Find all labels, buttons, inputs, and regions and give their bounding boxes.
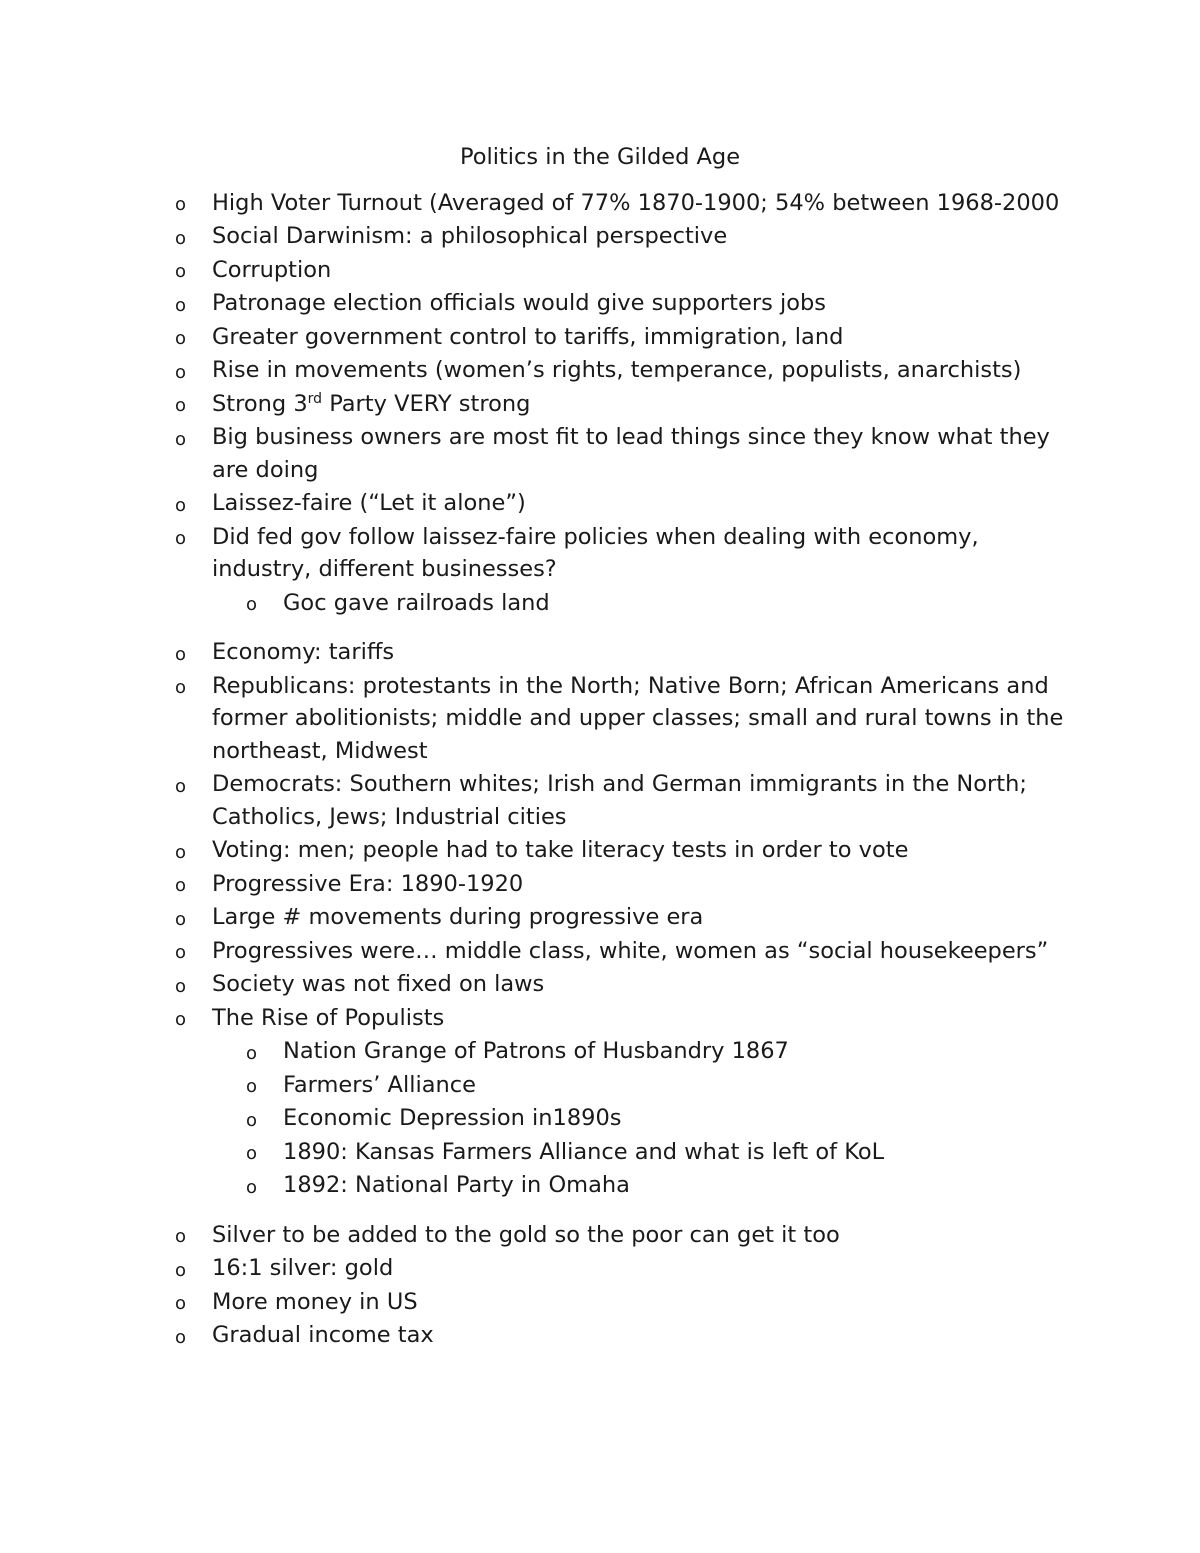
bullet-icon: o [175,1293,187,1314]
list-item [0,1285,1072,1319]
sub-list-item [0,1035,1072,1069]
bullet-icon: o [175,1009,187,1030]
list-item-text: 16:1 silver: gold [212,1255,394,1281]
list-item-text: Goc gave railroads land [283,589,550,616]
list-item-text: Large # movements during progressive era [212,904,704,930]
list-item-text: Corruption [212,256,332,283]
bullet-icon: o [175,194,187,215]
list-item-text: Gradual income tax [212,1322,434,1348]
list-item-text: Progressives were… middle class, white, women as “social housekeepers” [212,937,1049,964]
bullet-icon: o [246,1143,258,1164]
bullet-icon: o [175,1259,187,1281]
bullet-icon: o [175,328,187,349]
bullet-icon: o [175,494,187,516]
list-item [0,421,1072,487]
bullet-icon: o [175,975,187,997]
bullet-icon: o [175,942,187,963]
list-item-text: Big business owners are most fit to lead things since they know what they are doing [212,424,1050,483]
list-item [0,901,1072,935]
list-item [0,669,1072,768]
list-item-text: Did fed gov follow laissez-faire policies when dealing with economy, industry, different businesses? [212,523,979,582]
list-item-text: Republicans: protestants in the North; Native Born; African Americans and former abolitionists; middle and upper classes; small and rural towns in the northeast, Midwest [212,672,1064,764]
ordinal-superscript: rd [307,390,323,407]
page-title: Politics in the Gilded Age [459,144,741,170]
sub-list-item [0,1135,1072,1169]
sub-list-item [0,1102,1072,1136]
list-item-text: Voting: men; people had to take literacy tests in order to vote [212,837,909,863]
list-item-text: 1892: National Party in Omaha [283,1172,630,1198]
list-item [0,1218,1072,1252]
bullet-icon: o [175,1326,187,1348]
list-item [0,934,1072,968]
bullet-icon: o [175,775,187,797]
bullet-icon: o [246,594,258,615]
bullet-icon: o [175,227,187,249]
list-item-text: More money in US [212,1288,418,1315]
list-item-text: Silver to be added to the gold so the poor can get it too [212,1221,840,1248]
list-item [0,220,1072,254]
list-item [0,834,1072,868]
bullet-icon: o [175,1226,187,1247]
list-item [0,354,1072,388]
list-item [0,1319,1072,1353]
bullet-icon: o [175,908,187,930]
list-item [0,1252,1072,1286]
bullet-icon: o [175,428,187,450]
bullet-icon: o [246,1042,258,1064]
bullet-icon: o [175,841,187,863]
list-item-text: Progressive Era: 1890-1920 [212,870,524,897]
list-item [0,487,1072,521]
list-item-text: Economic Depression in1890s [283,1105,622,1131]
list-item [0,636,1072,670]
list-item-text: Economy: tariffs [212,639,395,665]
notes-list [0,186,1200,1352]
list-item [0,320,1072,354]
sub-list-item [0,1068,1072,1102]
bullet-icon: o [175,528,187,549]
bullet-icon: o [246,1176,258,1198]
list-item [0,1001,1072,1035]
bullet-icon: o [246,1076,258,1097]
list-item [0,287,1072,321]
list-item-text: Rise in movements (women’s rights, temperance, populists, anarchists) [212,357,1022,383]
bullet-icon: o [175,395,187,416]
list-item-text: Patronage election officials would give supporters jobs [212,290,826,316]
list-item-text: Farmers’ Alliance [283,1071,476,1098]
bullet-icon: o [175,677,187,698]
bullet-icon: o [175,643,187,665]
list-item-text: Nation Grange of Patrons of Husbandry 1867 [283,1038,789,1064]
list-item [0,387,1072,421]
bullet-icon: o [175,261,187,282]
list-item [0,968,1072,1002]
list-item-text: Society was not fixed on laws [212,971,545,997]
list-item [0,253,1072,287]
list-item-text: Social Darwinism: a philosophical perspective [212,223,728,249]
sub-list-item [0,1169,1072,1203]
list-item [0,520,1072,586]
list-item-text: Greater government control to tariffs, immigration, land [212,323,844,350]
list-item-text: 1890: Kansas Farmers Alliance and what is left of KoL [283,1138,885,1165]
list-item-text-after: Party VERY strong [322,390,531,417]
sub-list-item [0,586,1072,620]
list-item-text-before: Strong 3 [212,390,308,417]
bullet-icon: o [175,294,187,316]
list-item [0,768,1072,834]
bullet-icon: o [175,875,187,896]
list-item-text: Laissez-faire (“Let it alone”) [212,490,526,516]
bullet-icon: o [175,361,187,383]
list-item-text: High Voter Turnout (Averaged of 77% 1870-1900; 54% between 1968-2000 [212,189,1060,216]
bullet-icon: o [246,1109,258,1131]
list-item [0,186,1072,220]
list-item-text: The Rise of Populists [212,1004,445,1031]
list-item-text: Democrats: Southern whites; Irish and German immigrants in the North; Catholics, Jews; Industrial cities [212,771,1027,830]
list-item [0,867,1072,901]
